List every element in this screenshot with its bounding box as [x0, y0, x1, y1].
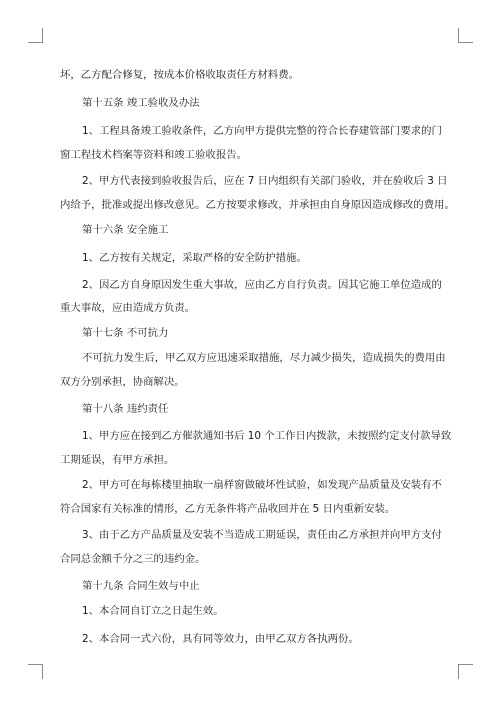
crop-mark-bottom-right	[458, 664, 473, 679]
article-16-heading: 第十六条 安全施工	[82, 224, 169, 236]
article-18-clause-2-line-1: 2、甲方可在每栋楼里抽取一扇样窗做破坏性试验，如发现产品质量及安装有不	[82, 479, 442, 491]
article-16-clause-2-line-2: 重大事故，应由造成方负责。	[60, 302, 196, 314]
article-18-clause-1-line-2: 工期延误，有甲方承担。	[60, 454, 175, 466]
article-18-clause-1-line-1: 1、甲方应在接到乙方催款通知书后 10 个工作日内拨款，未按照约定支付款导致	[82, 430, 452, 442]
article-18-clause-3-line-1: 3、由于乙方产品质量及安装不当造成工期延误，责任由乙方承担并向甲方支付	[82, 529, 442, 541]
article-15-clause-1-line-2: 窗工程技术档案等资料和竣工验收报告。	[60, 149, 248, 161]
article-18-clause-3-line-2: 合同总金额千分之三的违约金。	[60, 553, 206, 565]
crop-mark-top-left	[28, 28, 43, 43]
article-15-clause-1-line-1: 1、工程具备竣工验收条件，乙方向甲方提供完整的符合长春建管部门要求的门	[82, 125, 442, 137]
article-18-clause-2-line-2: 符合国家有关标准的情形，乙方无条件将产品收回并在 5 日内重新安装。	[60, 503, 396, 515]
article-15-clause-2-line-2: 内给予，批准或提出修改意见。乙方按要求修改，并承担由自身原因造成修改的费用。	[60, 199, 455, 211]
article-15-heading: 第十五条 竣工验收及办法	[82, 97, 200, 109]
article-19-clause-2: 2、本合同一式六份，具有同等效力，由甲乙双方各执两份。	[82, 633, 359, 645]
article-15-clause-2-line-1: 2、甲方代表接到验收报告后，应在 7 日内组织有关部门验收，并在验收后 3 日	[82, 175, 448, 187]
article-19-heading: 第十九条 合同生效与中止	[82, 580, 200, 592]
article-16-clause-1: 1、乙方按有关规定，采取严格的安全防护措施。	[82, 252, 307, 264]
article-17-text-line-2: 双方分别承担，协商解决。	[60, 376, 185, 388]
article-19-clause-1: 1、本合同自订立之日起生效。	[82, 605, 224, 617]
article-16-clause-2-line-1: 2、因乙方自身原因发生重大事故，应由乙方自行负责。因其它施工单位造成的	[82, 279, 442, 291]
crop-mark-bottom-left	[28, 664, 43, 679]
body-line-continuation: 坏，乙方配合修复，按成本价格收取责任方材料费。	[60, 69, 299, 81]
crop-mark-top-right	[458, 28, 473, 43]
article-17-heading: 第十七条 不可抗力	[82, 327, 169, 339]
article-17-text-line-1: 不可抗力发生后，甲乙双方应迅速采取措施，尽力减少损失，造成损失的费用由	[82, 352, 446, 364]
article-18-heading: 第十八条 违约责任	[82, 403, 169, 415]
